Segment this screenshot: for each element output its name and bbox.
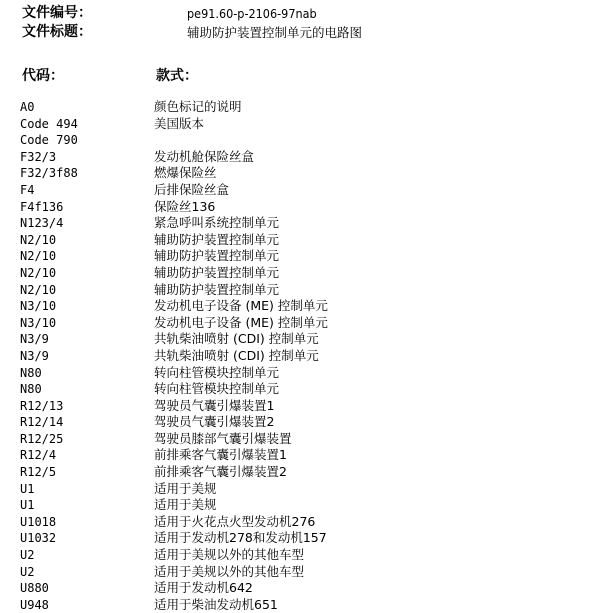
row-code: N2/10 bbox=[20, 282, 57, 297]
table-row bbox=[20, 265, 595, 282]
row-code: U2 bbox=[20, 564, 35, 579]
table-row bbox=[20, 182, 595, 199]
row-description: 适用于美规 bbox=[154, 497, 217, 513]
row-code: U1032 bbox=[20, 531, 57, 546]
row-code: R12/14 bbox=[20, 415, 64, 430]
document-header bbox=[22, 4, 592, 42]
row-description: 适用于火花点火型发动机276 bbox=[154, 513, 316, 529]
code-column-header: 代码： bbox=[22, 68, 64, 84]
row-code: U880 bbox=[20, 581, 49, 596]
doc-title-label: 文件标题： bbox=[22, 24, 92, 40]
row-description: 保险丝136 bbox=[154, 198, 216, 214]
row-description: 驾驶员气囊引爆装置2 bbox=[154, 414, 275, 430]
table-row bbox=[20, 282, 595, 299]
doc-number-value: pe91.60-p-2106-97nab bbox=[187, 6, 317, 21]
table-row bbox=[20, 199, 595, 216]
row-code: F32/3 bbox=[20, 149, 57, 164]
row-code: N80 bbox=[20, 365, 42, 380]
table-row bbox=[20, 315, 595, 332]
table-row bbox=[20, 497, 595, 514]
table-row bbox=[20, 331, 595, 348]
doc-title-value: 辅助防护装置控制单元的电路图 bbox=[187, 25, 363, 40]
row-description: 颜色标记的说明 bbox=[154, 99, 242, 114]
table-header bbox=[20, 66, 595, 86]
row-code: N2/10 bbox=[20, 265, 57, 280]
table-body bbox=[20, 99, 595, 613]
table-row bbox=[20, 514, 595, 531]
row-description: 适用于柴油发动机651 bbox=[154, 596, 278, 612]
table-row bbox=[20, 481, 595, 498]
description-column-header: 款式： bbox=[156, 68, 198, 84]
doc-number-row bbox=[22, 4, 592, 23]
row-code: N2/10 bbox=[20, 249, 57, 264]
table-row bbox=[20, 215, 595, 232]
row-description: 共轨柴油喷射 (CDI) 控制单元 bbox=[154, 347, 319, 363]
row-code: N3/9 bbox=[20, 348, 49, 363]
row-code: N3/10 bbox=[20, 299, 57, 314]
row-code: U1 bbox=[20, 481, 35, 496]
row-code: R12/4 bbox=[20, 448, 57, 463]
row-description: 转向柱管模块控制单元 bbox=[154, 381, 280, 397]
row-description: 适用于美规 bbox=[154, 480, 217, 496]
row-code: N80 bbox=[20, 382, 42, 397]
row-description: 前排乘客气囊引爆装置1 bbox=[154, 447, 287, 463]
row-code: F32/3f88 bbox=[20, 166, 78, 181]
row-code: R12/5 bbox=[20, 465, 57, 480]
row-description: 适用于美规以外的其他车型 bbox=[154, 563, 305, 579]
row-code: N2/10 bbox=[20, 232, 57, 247]
table-row bbox=[20, 348, 595, 365]
row-code: U1 bbox=[20, 498, 35, 513]
row-description: 适用于发动机278和发动机157 bbox=[154, 530, 327, 546]
doc-number-label: 文件编号： bbox=[22, 5, 92, 21]
row-code: R12/13 bbox=[20, 398, 64, 413]
row-code: U948 bbox=[20, 597, 49, 612]
row-description: 辅助防护装置控制单元 bbox=[154, 281, 280, 297]
table-row bbox=[20, 530, 595, 547]
table-row bbox=[20, 232, 595, 249]
table-row bbox=[20, 248, 595, 265]
row-description: 后排保险丝盒 bbox=[154, 181, 230, 197]
table-row bbox=[20, 580, 595, 597]
table-row bbox=[20, 398, 595, 415]
table-row bbox=[20, 564, 595, 581]
row-description: 驾驶员膝部气囊引爆装置 bbox=[154, 430, 292, 446]
table-row bbox=[20, 116, 595, 133]
row-description: 燃爆保险丝 bbox=[154, 165, 217, 181]
row-code: U2 bbox=[20, 548, 35, 563]
row-description: 适用于发动机642 bbox=[154, 580, 253, 596]
row-description: 转向柱管模块控制单元 bbox=[154, 364, 280, 380]
table-row bbox=[20, 414, 595, 431]
row-description: 驾驶员气囊引爆装置1 bbox=[154, 397, 275, 413]
table-row bbox=[20, 464, 595, 481]
table-row bbox=[20, 149, 595, 166]
row-description: 美国版本 bbox=[154, 115, 205, 131]
row-code: N3/9 bbox=[20, 332, 49, 347]
table-row bbox=[20, 547, 595, 564]
row-code: R12/25 bbox=[20, 431, 64, 446]
table-row bbox=[20, 431, 595, 448]
row-code: U1018 bbox=[20, 514, 57, 529]
row-description: 辅助防护装置控制单元 bbox=[154, 264, 280, 280]
row-code: Code 790 bbox=[20, 133, 78, 148]
row-description: 发动机电子设备 (ME) 控制单元 bbox=[154, 314, 328, 330]
table-row bbox=[20, 132, 595, 149]
row-code: A0 bbox=[20, 100, 35, 114]
table-row bbox=[20, 365, 595, 382]
row-code: N123/4 bbox=[20, 216, 64, 231]
row-description: 紧急呼叫系统控制单元 bbox=[154, 215, 280, 231]
row-description: 前排乘客气囊引爆装置2 bbox=[154, 464, 287, 480]
row-code: N3/10 bbox=[20, 315, 57, 330]
row-description: 适用于美规以外的其他车型 bbox=[154, 547, 305, 563]
row-description: 共轨柴油喷射 (CDI) 控制单元 bbox=[154, 331, 319, 347]
row-description: 发动机舱保险丝盒 bbox=[154, 148, 255, 164]
table-row bbox=[20, 381, 595, 398]
row-code: F4f136 bbox=[20, 199, 64, 214]
row-code: F4 bbox=[20, 182, 35, 197]
table-row bbox=[20, 447, 595, 464]
code-table bbox=[20, 66, 595, 613]
row-code: Code 494 bbox=[20, 116, 78, 131]
table-row bbox=[20, 298, 595, 315]
row-description: 辅助防护装置控制单元 bbox=[154, 248, 280, 264]
row-description: 辅助防护装置控制单元 bbox=[154, 231, 280, 247]
table-row bbox=[20, 165, 595, 182]
table-row bbox=[20, 99, 595, 116]
doc-title-row bbox=[22, 23, 592, 42]
table-row bbox=[20, 597, 595, 613]
row-description: 发动机电子设备 (ME) 控制单元 bbox=[154, 298, 328, 314]
